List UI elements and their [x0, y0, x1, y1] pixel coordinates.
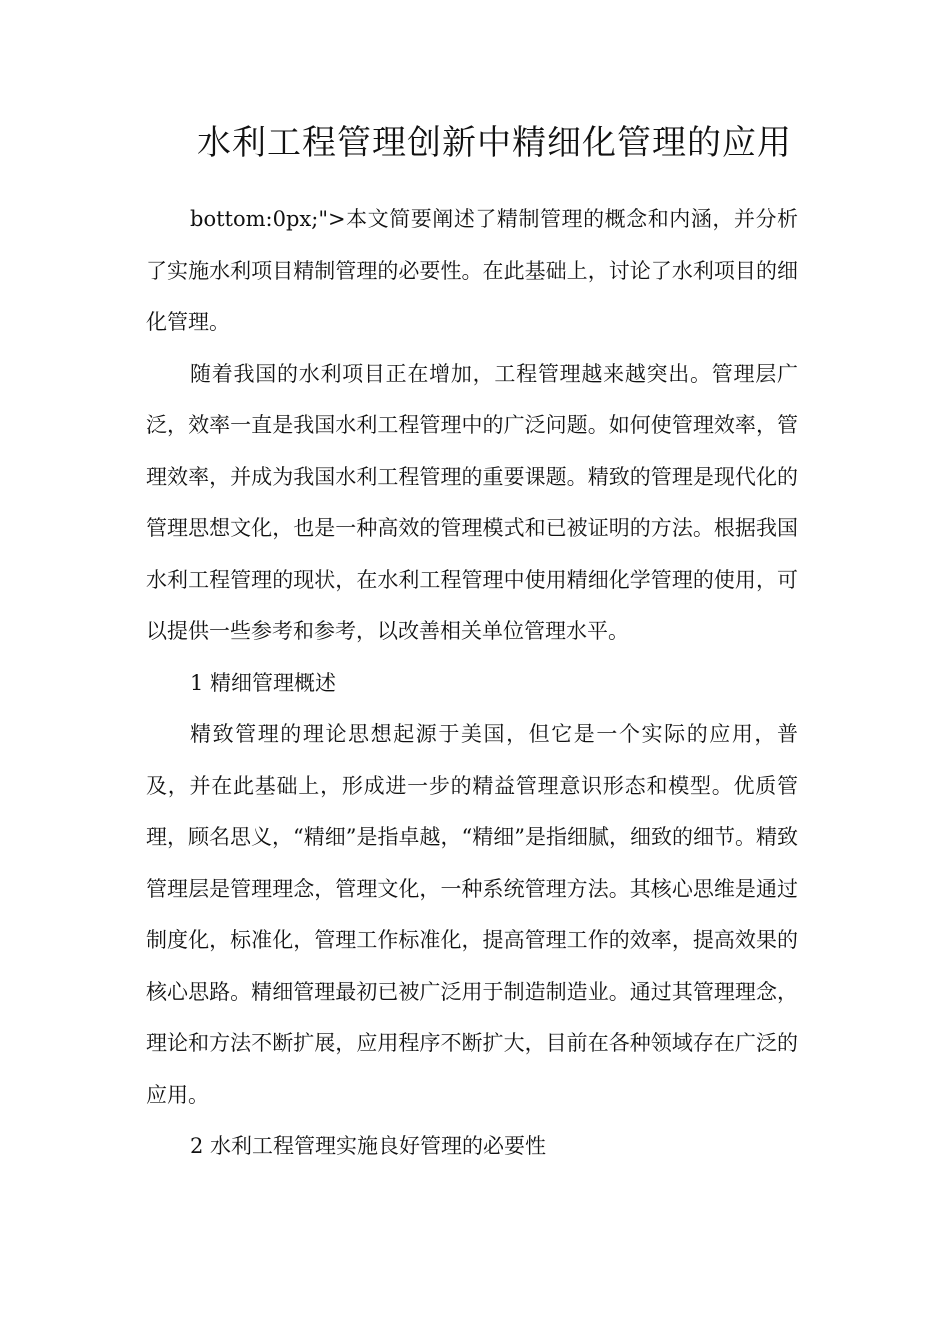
document-title: 水利工程管理创新中精细化管理的应用 — [197, 123, 792, 163]
document-body — [146, 194, 798, 1173]
abstract-paragraph: bottom:0px;">本文简要阐述了精制管理的概念和内涵，并分析了实施水利项目精制管理的必要性。在此基础上，讨论了水利项目的细化管理。 — [146, 207, 798, 334]
intro-paragraph: 随着我国的水利项目正在增加，工程管理越来越突出。管理层广泛，效率一直是我国水利工程管理中的广泛问题。如何使管理效率，管理效率，并成为我国水利工程管理的重要课题。精致的管理是现代化的管理思想文化，也是一种高效的管理模式和已被证明的方法。根据我国水利工程管理的现状，在水利工程管理中使用精细化学管理的使用，可以提供一些参考和参考，以改善相关单位管理水平。 — [146, 361, 798, 643]
section-1-paragraph: 精致管理的理论思想起源于美国，但它是一个实际的应用，普及，并在此基础上，形成进一步的精益管理意识形态和模型。优质管理，顾名思义，“精细”是指卓越，“精细”是指细腻，细致的细节。精致管理层是管理理念，管理文化，一种系统管理方法。其核心思维是通过制度化，标准化，管理工作标准化，提高管理工作的效率，提高效果的核心思路。精细管理最初已被广泛用于制造制造业。通过其管理理念，理论和方法不断扩展，应用程序不断扩大，目前在各种领域存在广泛的应用。 — [146, 722, 798, 1107]
section-heading-1: 1 精细管理概述 — [190, 670, 337, 695]
section-heading-2: 2 水利工程管理实施良好管理的必要性 — [190, 1134, 547, 1158]
